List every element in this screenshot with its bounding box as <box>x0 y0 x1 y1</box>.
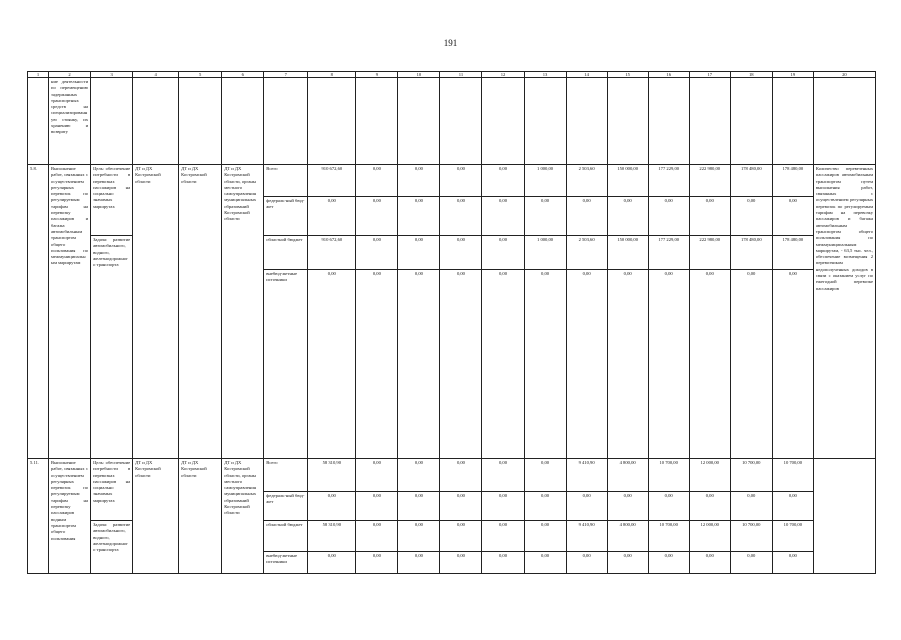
amount-cell: 0,00 <box>482 197 524 236</box>
amount-cell: 0,00 <box>524 270 566 459</box>
amount-cell: 178 480,00 <box>772 165 813 197</box>
amount-cell: 150 000,00 <box>607 236 648 270</box>
amount-cell: 0,00 <box>308 552 356 574</box>
amount-cell: 10 700,00 <box>772 521 813 552</box>
table-row <box>28 165 876 197</box>
amount-cell: 0,00 <box>524 492 566 521</box>
column-number: 18 <box>730 72 772 78</box>
amount-cell: 0,00 <box>440 197 482 236</box>
amount-cell: 0,00 <box>648 552 689 574</box>
amount-cell: 0,00 <box>689 270 730 459</box>
amount-cell: 0,00 <box>648 270 689 459</box>
amount-cell: 0,00 <box>566 492 607 521</box>
responsible: ДТ и ДХ Костромской области <box>179 459 222 574</box>
source-label: федераль-ный бюд-жет <box>264 492 308 521</box>
source-label: Всего <box>264 165 308 197</box>
amount-cell: 58 310,90 <box>308 459 356 492</box>
column-number: 19 <box>772 72 813 78</box>
customer: ДТ и ДХ Костромской области <box>133 459 179 574</box>
amount-cell: 12 000,00 <box>689 459 730 492</box>
column-number: 13 <box>524 72 566 78</box>
amount-cell: 0,00 <box>308 492 356 521</box>
amount-cell: 0,00 <box>440 236 482 270</box>
amount-cell: 12 000,00 <box>689 521 730 552</box>
page-number: 191 <box>443 38 458 48</box>
amount-cell: 0,00 <box>689 197 730 236</box>
column-number: 20 <box>813 72 875 78</box>
column-number: 1 <box>28 72 49 78</box>
amount-cell: 0,00 <box>440 492 482 521</box>
amount-cell: 222 980,00 <box>689 236 730 270</box>
row-number: 5.11. <box>28 459 49 574</box>
amount-cell: 0,00 <box>482 165 524 197</box>
amount-cell: 0,00 <box>772 197 813 236</box>
amount-cell: 0,00 <box>398 492 440 521</box>
amount-cell: 0,00 <box>356 521 398 552</box>
amount-cell: 0,00 <box>566 270 607 459</box>
column-number: 5 <box>179 72 222 78</box>
amount-cell: 177 229,00 <box>648 236 689 270</box>
amount-cell: 0,00 <box>398 165 440 197</box>
column-number: 11 <box>440 72 482 78</box>
amount-cell: 222 980,00 <box>689 165 730 197</box>
amount-cell: 0,00 <box>356 236 398 270</box>
amount-cell: 0,00 <box>398 459 440 492</box>
source-label: федераль-ный бюд-жет <box>264 197 308 236</box>
amount-cell: 0,00 <box>648 492 689 521</box>
column-number: 15 <box>607 72 648 78</box>
source-label: внебюд-жетные источники <box>264 270 308 459</box>
amount-cell: 0,00 <box>607 270 648 459</box>
amount-cell: 0,00 <box>440 165 482 197</box>
amount-cell: 10 700,00 <box>648 521 689 552</box>
amount-cell: 0,00 <box>524 197 566 236</box>
measure-name: Выполнение работ, связанных с осуществлением регулярных перевозок по регулируемым тарифам на перевозку пассажиров и багажа автомобильным транспортом общего пользования по межмуниципальным маршрутам <box>49 165 91 459</box>
amount-cell: 0,00 <box>730 492 772 521</box>
amount-cell: 4 800,00 <box>607 459 648 492</box>
amount-cell: 0,00 <box>398 236 440 270</box>
amount-cell: 910 672,60 <box>308 165 356 197</box>
column-number: 14 <box>566 72 607 78</box>
amount-cell: 0,00 <box>607 552 648 574</box>
column-number: 7 <box>264 72 308 78</box>
expected-result: Количество перевезенных пассажиров автомобильным транспортом путем выполнения работ, связанных с осуществлением регулярных перевозок по регулируемым тарифам на перевозку пассажиров и багажа автомобильным транспортом общего пользования по межмуниципальным маршрутам, - 63,5 тыс. чел., обеспечение возмещения 2 перевозчикам недополученных доходов в связи с оказанием услуг по ежегодной перевозке пассажиров <box>813 165 875 459</box>
amount-cell: 178 480,00 <box>730 165 772 197</box>
amount-cell: 178 480,00 <box>772 236 813 270</box>
amount-cell: 0,00 <box>524 521 566 552</box>
amount-cell: 0,00 <box>689 552 730 574</box>
source-label: внебюд-жетные источники <box>264 552 308 574</box>
column-number: 16 <box>648 72 689 78</box>
amount-cell: 0,00 <box>356 492 398 521</box>
row-number: 5.8. <box>28 165 49 459</box>
amount-cell: 0,00 <box>398 552 440 574</box>
amount-cell: 58 310,90 <box>308 521 356 552</box>
amount-cell: 0,00 <box>730 270 772 459</box>
column-number: 9 <box>356 72 398 78</box>
continuation-name: ние деятельности по перемещению задержанных транспортных средств на специализированную стоянку, их хранению и возврату <box>49 78 91 165</box>
measure-goal: Цель: обеспечение потребности в перевозках пассажиров на социально значимых маршрутах <box>91 459 133 521</box>
amount-cell: 0,00 <box>566 552 607 574</box>
measure-name: Выполнение работ, связанных с осуществлением регулярных перевозок по регулируемым тарифам на перевозку пассажиров водным транспортом общего пользования <box>49 459 91 574</box>
amount-cell: 178 480,00 <box>730 236 772 270</box>
amount-cell: 0,00 <box>607 197 648 236</box>
amount-cell: 0,00 <box>772 552 813 574</box>
amount-cell: 0,00 <box>482 459 524 492</box>
column-number: 2 <box>49 72 91 78</box>
source-label: Всего <box>264 459 308 492</box>
amount-cell: 0,00 <box>398 197 440 236</box>
source-label: областной бюджет <box>264 236 308 270</box>
column-number: 10 <box>398 72 440 78</box>
amount-cell: 0,00 <box>356 165 398 197</box>
amount-cell: 0,00 <box>648 197 689 236</box>
amount-cell: 0,00 <box>440 552 482 574</box>
measure-task: Задача: развитие автомобильного, водного, железнодорожного транспорта <box>91 236 133 459</box>
amount-cell: 9 410,90 <box>566 521 607 552</box>
amount-cell: 0,00 <box>308 197 356 236</box>
amount-cell: 9 410,90 <box>566 459 607 492</box>
column-number: 12 <box>482 72 524 78</box>
amount-cell: 4 800,00 <box>607 521 648 552</box>
amount-cell: 150 000,00 <box>607 165 648 197</box>
amount-cell: 10 700,00 <box>730 459 772 492</box>
amount-cell: 1 000,00 <box>524 236 566 270</box>
responsible: ДТ и ДХ Костромской области <box>179 165 222 459</box>
executor: ДТ и ДХ Костромской области, органы местного самоуправления муниципальных образований Костромской области <box>222 459 264 574</box>
amount-cell: 0,00 <box>730 197 772 236</box>
program-table <box>27 71 876 574</box>
measure-goal: Цель: обеспечение потребности в перевозках пассажиров на социально значимых маршрутах <box>91 165 133 236</box>
amount-cell: 0,00 <box>356 270 398 459</box>
amount-cell: 10 700,00 <box>772 459 813 492</box>
amount-cell: 910 672,60 <box>308 236 356 270</box>
amount-cell: 0,00 <box>689 492 730 521</box>
amount-cell: 0,00 <box>482 552 524 574</box>
amount-cell: 0,00 <box>524 459 566 492</box>
amount-cell: 0,00 <box>398 521 440 552</box>
amount-cell: 0,00 <box>356 197 398 236</box>
amount-cell: 0,00 <box>730 552 772 574</box>
amount-cell: 0,00 <box>440 459 482 492</box>
amount-cell: 0,00 <box>482 521 524 552</box>
column-number: 17 <box>689 72 730 78</box>
amount-cell: 2 503,60 <box>566 236 607 270</box>
table-row <box>28 459 876 492</box>
amount-cell: 0,00 <box>356 552 398 574</box>
continuation-row <box>28 78 876 165</box>
amount-cell: 0,00 <box>440 521 482 552</box>
amount-cell: 0,00 <box>398 270 440 459</box>
amount-cell: 10 700,00 <box>730 521 772 552</box>
amount-cell: 0,00 <box>772 492 813 521</box>
amount-cell: 0,00 <box>482 236 524 270</box>
column-number: 6 <box>222 72 264 78</box>
amount-cell: 1 000,00 <box>524 165 566 197</box>
amount-cell: 2 503,60 <box>566 165 607 197</box>
amount-cell: 0,00 <box>482 270 524 459</box>
amount-cell: 10 700,00 <box>648 459 689 492</box>
column-number: 4 <box>133 72 179 78</box>
customer: ДТ и ДХ Костромской области <box>133 165 179 459</box>
amount-cell: 0,00 <box>566 197 607 236</box>
amount-cell: 0,00 <box>607 492 648 521</box>
amount-cell: 0,00 <box>772 270 813 459</box>
amount-cell: 0,00 <box>308 270 356 459</box>
amount-cell: 0,00 <box>356 459 398 492</box>
expected-result <box>813 459 875 574</box>
source-label: областной бюджет <box>264 521 308 552</box>
amount-cell: 0,00 <box>524 552 566 574</box>
amount-cell: 0,00 <box>440 270 482 459</box>
measure-task: Задача: развитие автомобильного, водного, железнодорожного транспорта <box>91 521 133 574</box>
amount-cell: 0,00 <box>482 492 524 521</box>
column-number: 3 <box>91 72 133 78</box>
column-number: 8 <box>308 72 356 78</box>
executor: ДТ и ДХ Костромской области, органы местного самоуправления муниципальных образований Костромской области <box>222 165 264 459</box>
amount-cell: 177 229,00 <box>648 165 689 197</box>
